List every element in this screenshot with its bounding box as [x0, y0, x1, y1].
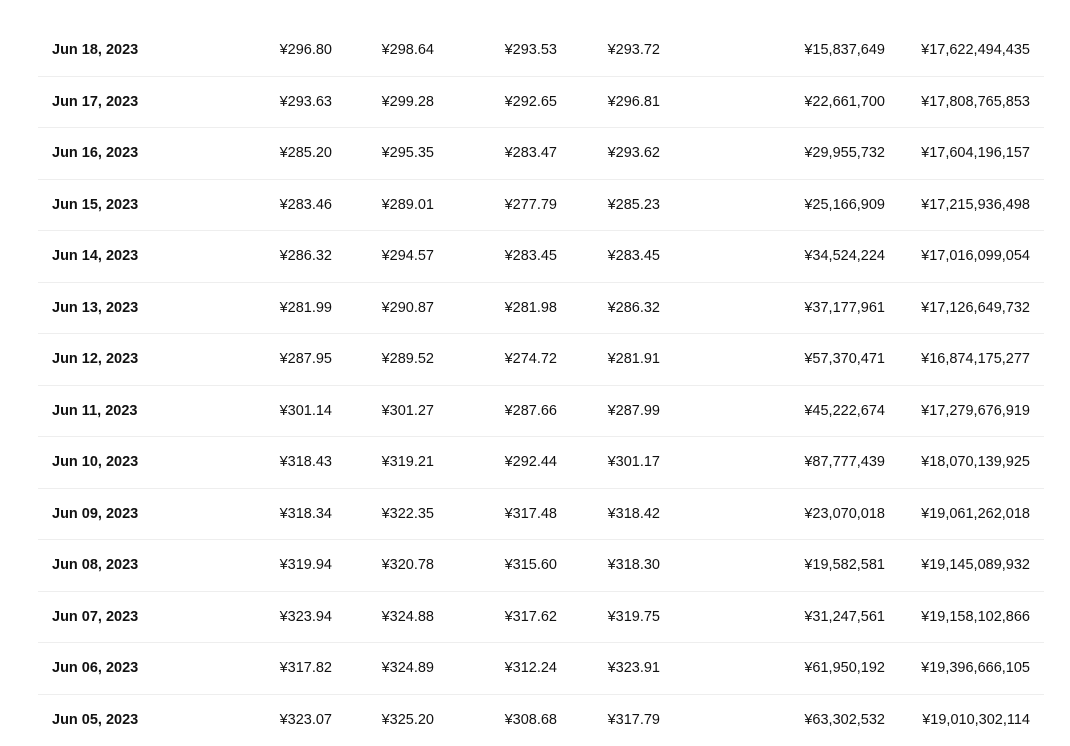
date-cell: Jun 11, 2023	[52, 386, 137, 438]
market-cap-cell: ¥19,061,262,018	[921, 489, 1030, 541]
table-row	[38, 592, 1044, 644]
high-cell: ¥320.78	[382, 540, 434, 592]
price-history-table	[38, 25, 1044, 746]
open-cell: ¥296.80	[280, 25, 332, 77]
open-cell: ¥283.46	[280, 180, 332, 232]
close-cell: ¥301.17	[608, 437, 660, 489]
date-cell: Jun 17, 2023	[52, 77, 138, 129]
open-cell: ¥318.34	[280, 489, 332, 541]
market-cap-cell: ¥17,016,099,054	[921, 231, 1030, 283]
table-row	[38, 489, 1044, 541]
table-row	[38, 77, 1044, 129]
high-cell: ¥294.57	[382, 231, 434, 283]
low-cell: ¥283.45	[505, 231, 557, 283]
table-row	[38, 25, 1044, 77]
high-cell: ¥290.87	[382, 283, 434, 335]
market-cap-cell: ¥17,215,936,498	[921, 180, 1030, 232]
close-cell: ¥319.75	[608, 592, 660, 644]
table-row	[38, 128, 1044, 180]
date-cell: Jun 18, 2023	[52, 25, 138, 77]
market-cap-cell: ¥17,126,649,732	[921, 283, 1030, 335]
market-cap-cell: ¥19,010,302,114	[922, 695, 1030, 746]
high-cell: ¥295.35	[382, 128, 434, 180]
date-cell: Jun 10, 2023	[52, 437, 138, 489]
volume-cell: ¥31,247,561	[804, 592, 885, 644]
open-cell: ¥286.32	[280, 231, 332, 283]
low-cell: ¥292.44	[505, 437, 557, 489]
open-cell: ¥301.14	[280, 386, 332, 438]
low-cell: ¥281.98	[505, 283, 557, 335]
high-cell: ¥324.88	[382, 592, 434, 644]
market-cap-cell: ¥17,279,676,919	[921, 386, 1030, 438]
high-cell: ¥325.20	[382, 695, 434, 746]
low-cell: ¥312.24	[505, 643, 557, 695]
low-cell: ¥317.62	[505, 592, 557, 644]
high-cell: ¥289.52	[382, 334, 434, 386]
table-row	[38, 180, 1044, 232]
close-cell: ¥317.79	[608, 695, 660, 746]
volume-cell: ¥45,222,674	[804, 386, 885, 438]
table-row	[38, 437, 1044, 489]
date-cell: Jun 13, 2023	[52, 283, 138, 335]
open-cell: ¥285.20	[280, 128, 332, 180]
close-cell: ¥293.62	[608, 128, 660, 180]
low-cell: ¥293.53	[505, 25, 557, 77]
open-cell: ¥293.63	[280, 77, 332, 129]
high-cell: ¥289.01	[382, 180, 434, 232]
open-cell: ¥287.95	[280, 334, 332, 386]
low-cell: ¥283.47	[505, 128, 557, 180]
market-cap-cell: ¥16,874,175,277	[921, 334, 1030, 386]
volume-cell: ¥37,177,961	[804, 283, 885, 335]
close-cell: ¥296.81	[608, 77, 660, 129]
volume-cell: ¥63,302,532	[804, 695, 885, 746]
low-cell: ¥292.65	[505, 77, 557, 129]
volume-cell: ¥23,070,018	[804, 489, 885, 541]
date-cell: Jun 15, 2023	[52, 180, 138, 232]
table-row	[38, 231, 1044, 283]
table-row	[38, 540, 1044, 592]
close-cell: ¥293.72	[608, 25, 660, 77]
open-cell: ¥323.07	[280, 695, 332, 746]
market-cap-cell: ¥19,145,089,932	[921, 540, 1030, 592]
volume-cell: ¥61,950,192	[804, 643, 885, 695]
open-cell: ¥323.94	[280, 592, 332, 644]
table-row	[38, 334, 1044, 386]
low-cell: ¥308.68	[505, 695, 557, 746]
volume-cell: ¥15,837,649	[804, 25, 885, 77]
open-cell: ¥318.43	[280, 437, 332, 489]
table-row	[38, 695, 1044, 746]
close-cell: ¥287.99	[608, 386, 660, 438]
volume-cell: ¥19,582,581	[804, 540, 885, 592]
table-row	[38, 386, 1044, 438]
volume-cell: ¥25,166,909	[804, 180, 885, 232]
high-cell: ¥299.28	[382, 77, 434, 129]
market-cap-cell: ¥19,396,666,105	[921, 643, 1030, 695]
close-cell: ¥285.23	[608, 180, 660, 232]
close-cell: ¥318.42	[608, 489, 660, 541]
market-cap-cell: ¥17,808,765,853	[921, 77, 1030, 129]
table-row	[38, 643, 1044, 695]
volume-cell: ¥22,661,700	[804, 77, 885, 129]
market-cap-cell: ¥18,070,139,925	[921, 437, 1030, 489]
volume-cell: ¥34,524,224	[804, 231, 885, 283]
low-cell: ¥315.60	[505, 540, 557, 592]
low-cell: ¥277.79	[505, 180, 557, 232]
market-cap-cell: ¥19,158,102,866	[921, 592, 1030, 644]
market-cap-cell: ¥17,604,196,157	[921, 128, 1030, 180]
high-cell: ¥298.64	[382, 25, 434, 77]
volume-cell: ¥87,777,439	[804, 437, 885, 489]
low-cell: ¥274.72	[505, 334, 557, 386]
date-cell: Jun 16, 2023	[52, 128, 138, 180]
low-cell: ¥317.48	[505, 489, 557, 541]
volume-cell: ¥57,370,471	[804, 334, 885, 386]
close-cell: ¥286.32	[608, 283, 660, 335]
table-row	[38, 283, 1044, 335]
date-cell: Jun 12, 2023	[52, 334, 138, 386]
open-cell: ¥319.94	[280, 540, 332, 592]
date-cell: Jun 09, 2023	[52, 489, 138, 541]
close-cell: ¥323.91	[608, 643, 660, 695]
date-cell: Jun 05, 2023	[52, 695, 138, 746]
high-cell: ¥301.27	[382, 386, 434, 438]
close-cell: ¥281.91	[608, 334, 660, 386]
low-cell: ¥287.66	[505, 386, 557, 438]
date-cell: Jun 14, 2023	[52, 231, 138, 283]
open-cell: ¥317.82	[280, 643, 332, 695]
high-cell: ¥322.35	[382, 489, 434, 541]
high-cell: ¥319.21	[382, 437, 434, 489]
date-cell: Jun 06, 2023	[52, 643, 138, 695]
close-cell: ¥283.45	[608, 231, 660, 283]
date-cell: Jun 07, 2023	[52, 592, 138, 644]
close-cell: ¥318.30	[608, 540, 660, 592]
date-cell: Jun 08, 2023	[52, 540, 138, 592]
volume-cell: ¥29,955,732	[804, 128, 885, 180]
open-cell: ¥281.99	[280, 283, 332, 335]
high-cell: ¥324.89	[382, 643, 434, 695]
market-cap-cell: ¥17,622,494,435	[921, 25, 1030, 77]
